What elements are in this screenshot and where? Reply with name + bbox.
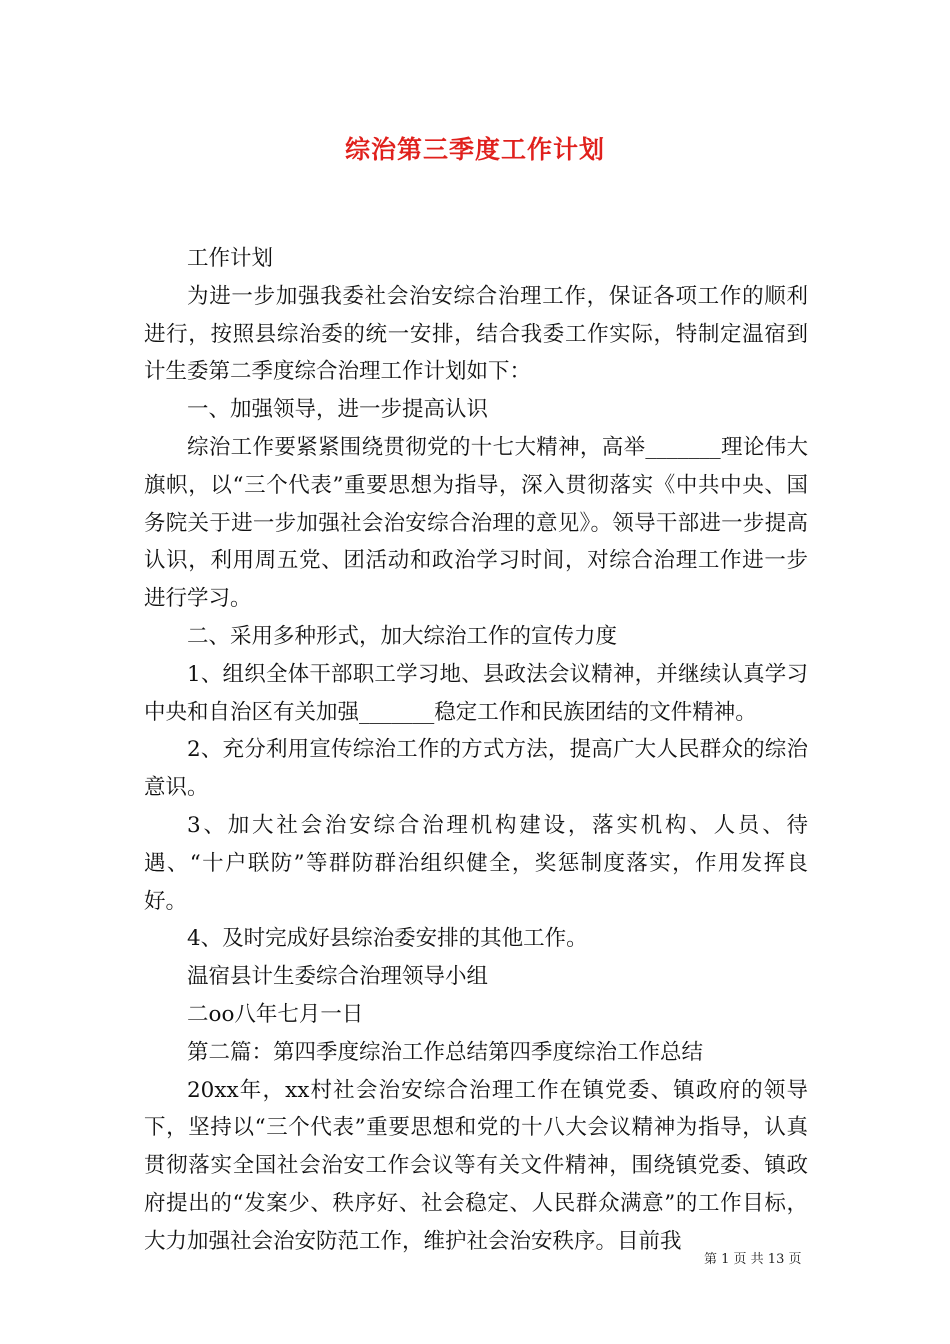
document-body [144,240,808,1261]
document-title: 综治第三季度工作计划 [344,135,605,164]
paragraph-heading-work-plan: 工作计划 [187,246,274,271]
paragraph-section-1-heading: 一、加强领导，进一步提高认识 [187,397,489,423]
paragraph-signature-date: 二oo八年七月一日 [187,1001,364,1027]
paragraph-item-4: 4、及时完成好县综治委安排的其他工作。 [187,926,588,952]
paragraph-item-2: 2、充分利用宣传综治工作的方式方法，提高广大人民群众的综治意识。 [144,737,808,801]
paragraph-second-article-body: 20xx年，xx村社会治安综合治理工作在镇党委、镇政府的领导下，坚持以“三个代表”重要思想和党的十八大会议精神为指导，认真贯彻落实全国社会治安工作会议等有关文件精神，围绕镇党委、镇政府提出的“发案少、秩序好、社会稳定、人民群众满意”的工作目标，大力加强社会治安防范工作，维护社会治安秩序。目前我 [144,1077,808,1254]
paragraph-section-2-heading: 二、采用多种形式，加大综治工作的宣传力度 [187,623,618,649]
paragraph-second-article-title: 第二篇：第四季度综治工作总结第四季度综治工作总结 [187,1039,704,1065]
paragraph-item-1: 1、组织全体干部职工学习地、县政法会议精神，并继续认真学习中央和自治区有关加强_______稳定工作和民族团结的文件精神。 [144,661,808,725]
paragraph-signature-org: 温宿县计生委综合治理领导小组 [187,964,489,990]
page-number-footer: 第 1 页 共 13 页 [704,1252,802,1267]
paragraph-intro: 为进一步加强我委社会治安综合治理工作，保证各项工作的顺利进行，按照县综治委的统一安排，结合我委工作实际，特制定温宿到计生委第二季度综合治理工作计划如下： [144,283,808,385]
paragraph-item-3: 3、加大社会治安综合治理机构建设，落实机构、人员、待遇、“十户联防”等群防群治组织健全，奖惩制度落实，作用发挥良好。 [144,812,808,914]
paragraph-section-1-body: 综治工作要紧紧围绕贯彻党的十七大精神，高举_______理论伟大旗帜，以“三个代表”重要思想为指导，深入贯彻落实《中共中央、国务院关于进一步加强社会治安综合治理的意见》。领导干部进一步提高认识，利用周五党、团活动和政治学习时间，对综合治理工作进一步进行学习。 [144,434,808,612]
